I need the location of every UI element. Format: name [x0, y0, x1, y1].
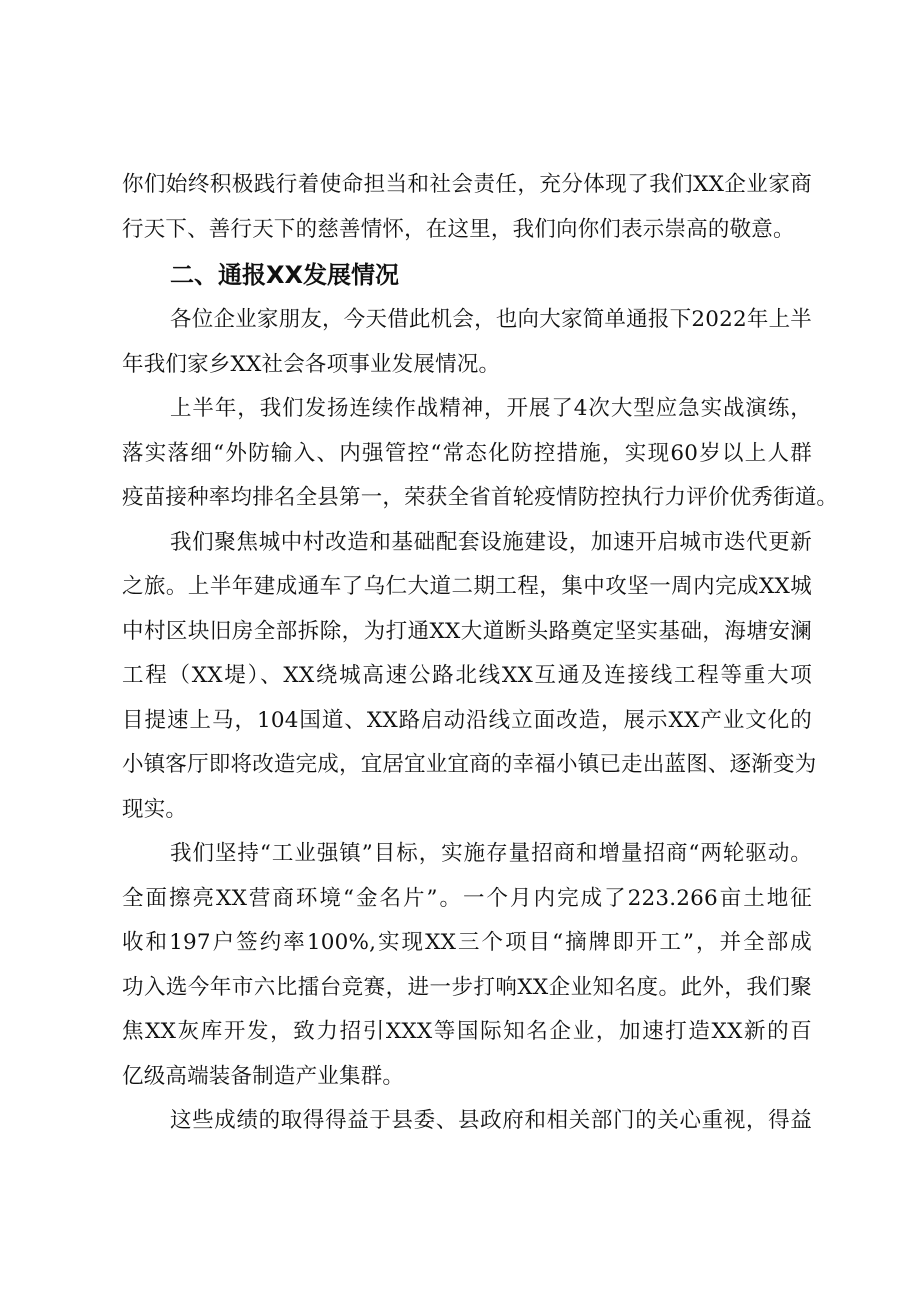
section-heading: 二、通报XX发展情况	[170, 261, 400, 289]
paragraph-line: 功入选今年市六比擂台竞赛，进一步打响XX企业知名度。此外，我们聚	[122, 974, 812, 1000]
paragraph-line: 我们坚持“工业强镇”目标，实施存量招商和增量招商“两轮驱动。	[170, 841, 812, 866]
paragraph-line: 之旅。上半年建成通车了乌仁大道二期工程，集中攻坚一周内完成XX城	[122, 574, 812, 599]
paragraph-line: 上半年，我们发扬连续作战精神，开展了4次大型应急实战演练，	[170, 396, 812, 421]
paragraph-line: 工程（XX堤）、XX绕城高速公路北线XX互通及连接线工程等重大项	[122, 663, 812, 688]
body-text-line: 你们始终积极践行着使命担当和社会责任，充分体现了我们XX企业家商	[122, 172, 812, 197]
paragraph-line: 亿级高端装备制造产业集群。	[122, 1063, 405, 1089]
paragraph-line: 小镇客厅即将改造完成，宜居宜业宜商的幸福小镇已走出蓝图、逐渐变为	[122, 752, 817, 777]
paragraph-line: 年我们家乡XX社会各项事业发展情况。	[122, 351, 501, 377]
body-text-line: 行天下、善行天下的慈善情怀，在这里，我们向你们表示崇高的敬意。	[122, 216, 795, 242]
paragraph-line: 疫苗接种率均排名全县第一，荣获全省首轮疫情防控执行力评价优秀街道。	[122, 485, 839, 510]
paragraph-line: 落实落细“外防输入、内强管控“常态化防控措施，实现60岁以上人群	[122, 440, 812, 466]
paragraph-line: 这些成绩的取得得益于县委、县政府和相关部门的关心重视，得益	[170, 1108, 812, 1133]
paragraph-line: 目提速上马，104国道、XX路启动沿线立面改造，展示XX产业文化的	[122, 707, 812, 733]
paragraph-line: 我们聚焦城中村改造和基础配套设施建设，加速开启城市迭代更新	[170, 529, 812, 555]
paragraph-line: 现实。	[122, 796, 188, 822]
paragraph-line: 中村区块旧房全部拆除，为打通XX大道断头路奠定坚实基础，海塘安澜	[122, 618, 812, 644]
document-page	[122, 163, 839, 1144]
paragraph-line: 焦XX灰库开发，致力招引XXX等国际知名企业，加速打造XX新的百	[122, 1019, 812, 1044]
paragraph-line: 各位企业家朋友，今天借此机会，也向大家简单通报下2022年上半	[170, 307, 812, 332]
paragraph-line: 收和197户签约率100%,实现XX三个项目“摘牌即开工”，并全部成	[122, 930, 812, 955]
paragraph-line: 全面擦亮XX营商环境“金名片”。一个月内完成了223.266亩土地征	[122, 885, 812, 911]
